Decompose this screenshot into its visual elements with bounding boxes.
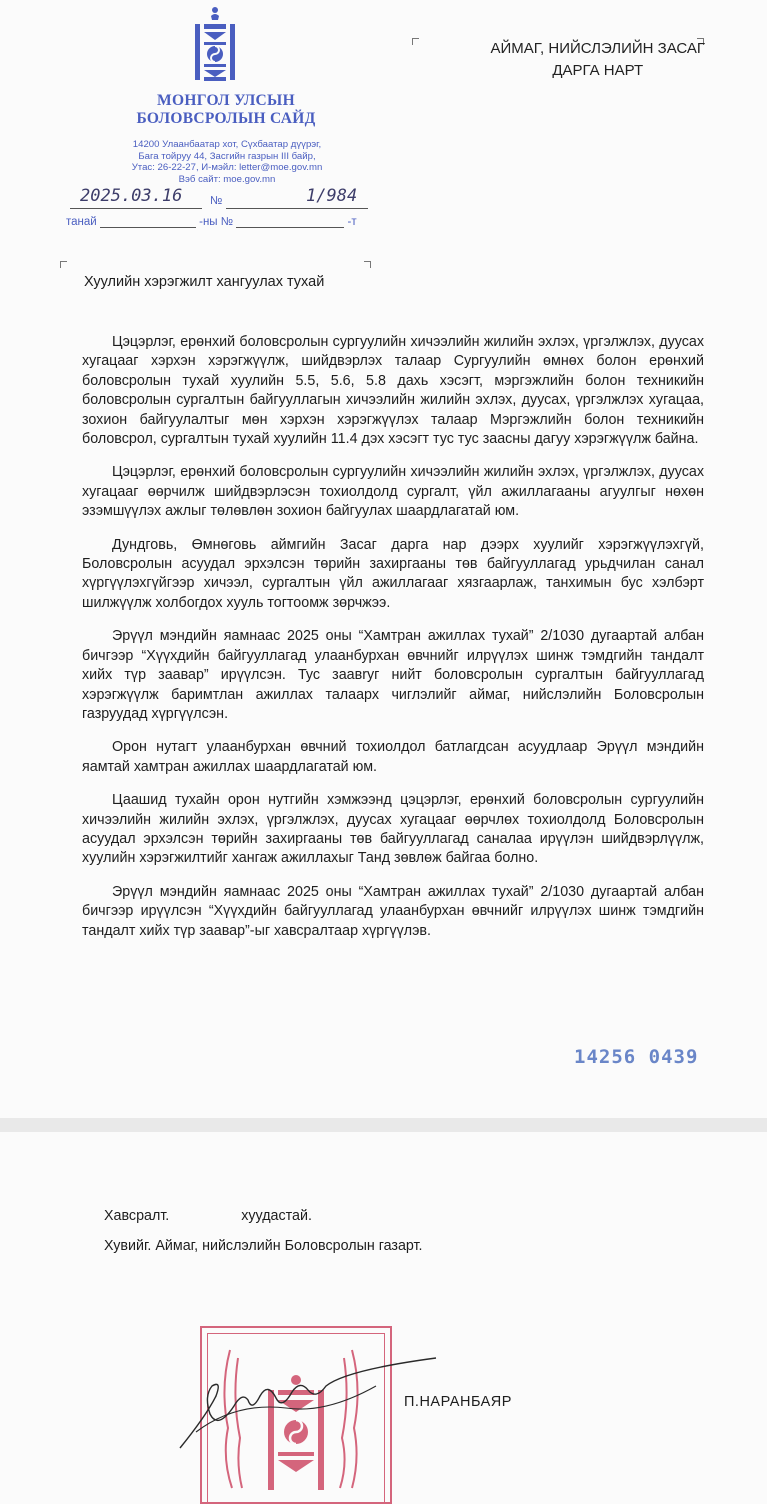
handwritten-number: 1/984 bbox=[306, 186, 358, 206]
ref-blank-1 bbox=[100, 227, 196, 228]
subject-corner-mark bbox=[60, 261, 67, 268]
body-paragraph: Дундговь, Өмнөговь аймгийн Засаг дарга нар дээрх хуулийг хэрэгжүүлэхгүй, Боловсролын асуудал эрхэлсэн төрийн захиргааны төв байгууллагад урьдчилан санал хүргүүлэхгүйгээр хичээл, сургалтын үйл ажиллагааг хязгаарлаж, танхимын бус хэлбэрт шилжүүлж холбогдох хууль тогтоомж зөрчжээ. bbox=[82, 536, 704, 611]
org-name-line2: БОЛОВСРОЛЫН САЙД bbox=[136, 110, 316, 127]
body-paragraph: Эрүүл мэндийн яамнаас 2025 оны “Хамтран ажиллах тухай” 2/1030 дугаартай албан бичгээр ирүүлсэн “Хүүхдийн байгууллагад улаанбурхан өвчнийг илрүүлэх шинж тэмдгийн тандалт хийх түр заавар”-ыг хавсралтаар хүргүүлэв. bbox=[82, 883, 704, 939]
reference-row bbox=[66, 216, 357, 228]
registration-number-stamp: 14256 0439 bbox=[574, 1046, 699, 1068]
number-underline bbox=[226, 208, 368, 209]
ref-label-tanai: танай bbox=[66, 216, 97, 228]
attachment-line bbox=[104, 1208, 312, 1224]
org-name-line1: МОНГОЛ УЛСЫН bbox=[157, 92, 295, 109]
org-address bbox=[100, 139, 354, 185]
ref-label-nyn: -ны № bbox=[199, 216, 234, 228]
body-paragraph: Цэцэрлэг, ерөнхий боловсролын сургуулийн хичээлийн жилийн эхлэх, үргэлжлэх, дуусах хугацааг хэрхэн хэрэгжүүлж, шийдвэрлэх талаар Сургуулийн өмнөх болон ерөнхий боловсролын тухай хуулийн 5.5, 5.6, 5.8 дахь хэсэгт, мэргэжлийн болон техникийн боловсролын сургалтын байгууллагын хичээлийн жилийн эхлэх, дуусах, үргэлжлэх хугацаа, зохион байгуулалтыг мөн хэрхэн хэрэгжүүлэх талаар Мэргэжлийн болон техникийн боловсрол, сургалтын тухай хуулийн 11.4 дэх хэсэгт тус тус заасны дагуу хэрэгжүүлж байна. bbox=[82, 334, 704, 448]
letter-subject: Хуулийн хэрэгжилт хангуулах тухай bbox=[84, 274, 325, 290]
handwritten-date: 2025.03.16 bbox=[80, 186, 183, 206]
attachment-label: Хавсралт. bbox=[104, 1208, 170, 1224]
date-underline bbox=[70, 208, 202, 209]
copy-line: Хувийг. Аймаг, нийслэлийн Боловсролын газарт. bbox=[104, 1238, 423, 1254]
address-line: Бага тойруу 44, Засгийн газрын III байр, bbox=[138, 150, 316, 162]
letter-body bbox=[82, 333, 704, 955]
body-paragraph: Цаашид тухайн орон нутгийн хэмжээнд цэцэрлэг, ерөнхий боловсролын сургуулийн хичээлийн жилийн эхлэх, үргэлжлэх, дуусах хугацааг өөрчлөх тохиолдолд Боловсролын асуудал эрхэлсэн төрийн захиргааны төв байгууллагад саналаа ирүүлэн шийдвэрлүүлж, хуулийн хэрэгжилтийг хангаж ажиллахыг Танд зөвлөж байгаа болно. bbox=[82, 792, 704, 867]
address-line: Утас: 26-22-27, И-мэйл: letter@moe.gov.mn bbox=[131, 162, 323, 174]
body-paragraph: Орон нутагт улаанбурхан өвчний тохиолдол батлагдсан асуудлаар Эрүүл мэндийн яамтай хамтран ажиллах шаардлагатай юм. bbox=[82, 739, 704, 775]
body-paragraph: Цэцэрлэг, ерөнхий боловсролын сургуулийн хичээлийн жилийн эхлэх, үргэлжлэх, дуусах хугацааг өөрчилж шийдвэрлэсэн тохиолдолд сургалт, үйл ажиллагааны агуулгыг нөхөн эзэмшүүлэх ажлыг төлөвлөн зохион байгуулах шаардлагатай юм. bbox=[82, 464, 704, 520]
number-label: № bbox=[210, 195, 223, 207]
body-paragraph: Эрүүл мэндийн яамнаас 2025 оны “Хамтран ажиллах тухай” 2/1030 дугаартай албан бичгээр “Хүүхдийн байгууллагад улаанбурхан өвчнийг илрүүлэх шинж тэмдгийн тандалт хийх түр заавар” ирүүлсэн. Тус заавryг нийт боловсролын сургалтын байгууллагад хэрэгжүүлж баримтлан ажиллах талаарх чиглэлийг аймаг, нийслэлийн Боловсролын газруудад хүргүүлсэн. bbox=[82, 628, 704, 722]
signer-name: П.НАРАНБАЯР bbox=[404, 1394, 512, 1410]
ref-label-t: -т bbox=[347, 216, 357, 228]
address-line: 14200 Улаанбаатар хот, Сүхбаатар дүүрэг, bbox=[132, 139, 322, 150]
soyombo-emblem-icon bbox=[193, 4, 237, 82]
subject-corner-mark bbox=[364, 261, 371, 268]
address-line: Вэб сайт: moe.gov.mn bbox=[178, 173, 276, 185]
address-corner-mark bbox=[412, 38, 419, 45]
attachment-unit: хуудастай. bbox=[241, 1208, 312, 1224]
recipient-line1: АЙМАГ, НИЙСЛЭЛИЙН ЗАСАГ bbox=[490, 40, 705, 57]
ref-blank-2 bbox=[236, 227, 344, 228]
letter-date-number-row bbox=[70, 186, 370, 212]
recipient-line2: ДАРГА НАРТ bbox=[552, 62, 644, 79]
recipient-block bbox=[490, 38, 705, 82]
